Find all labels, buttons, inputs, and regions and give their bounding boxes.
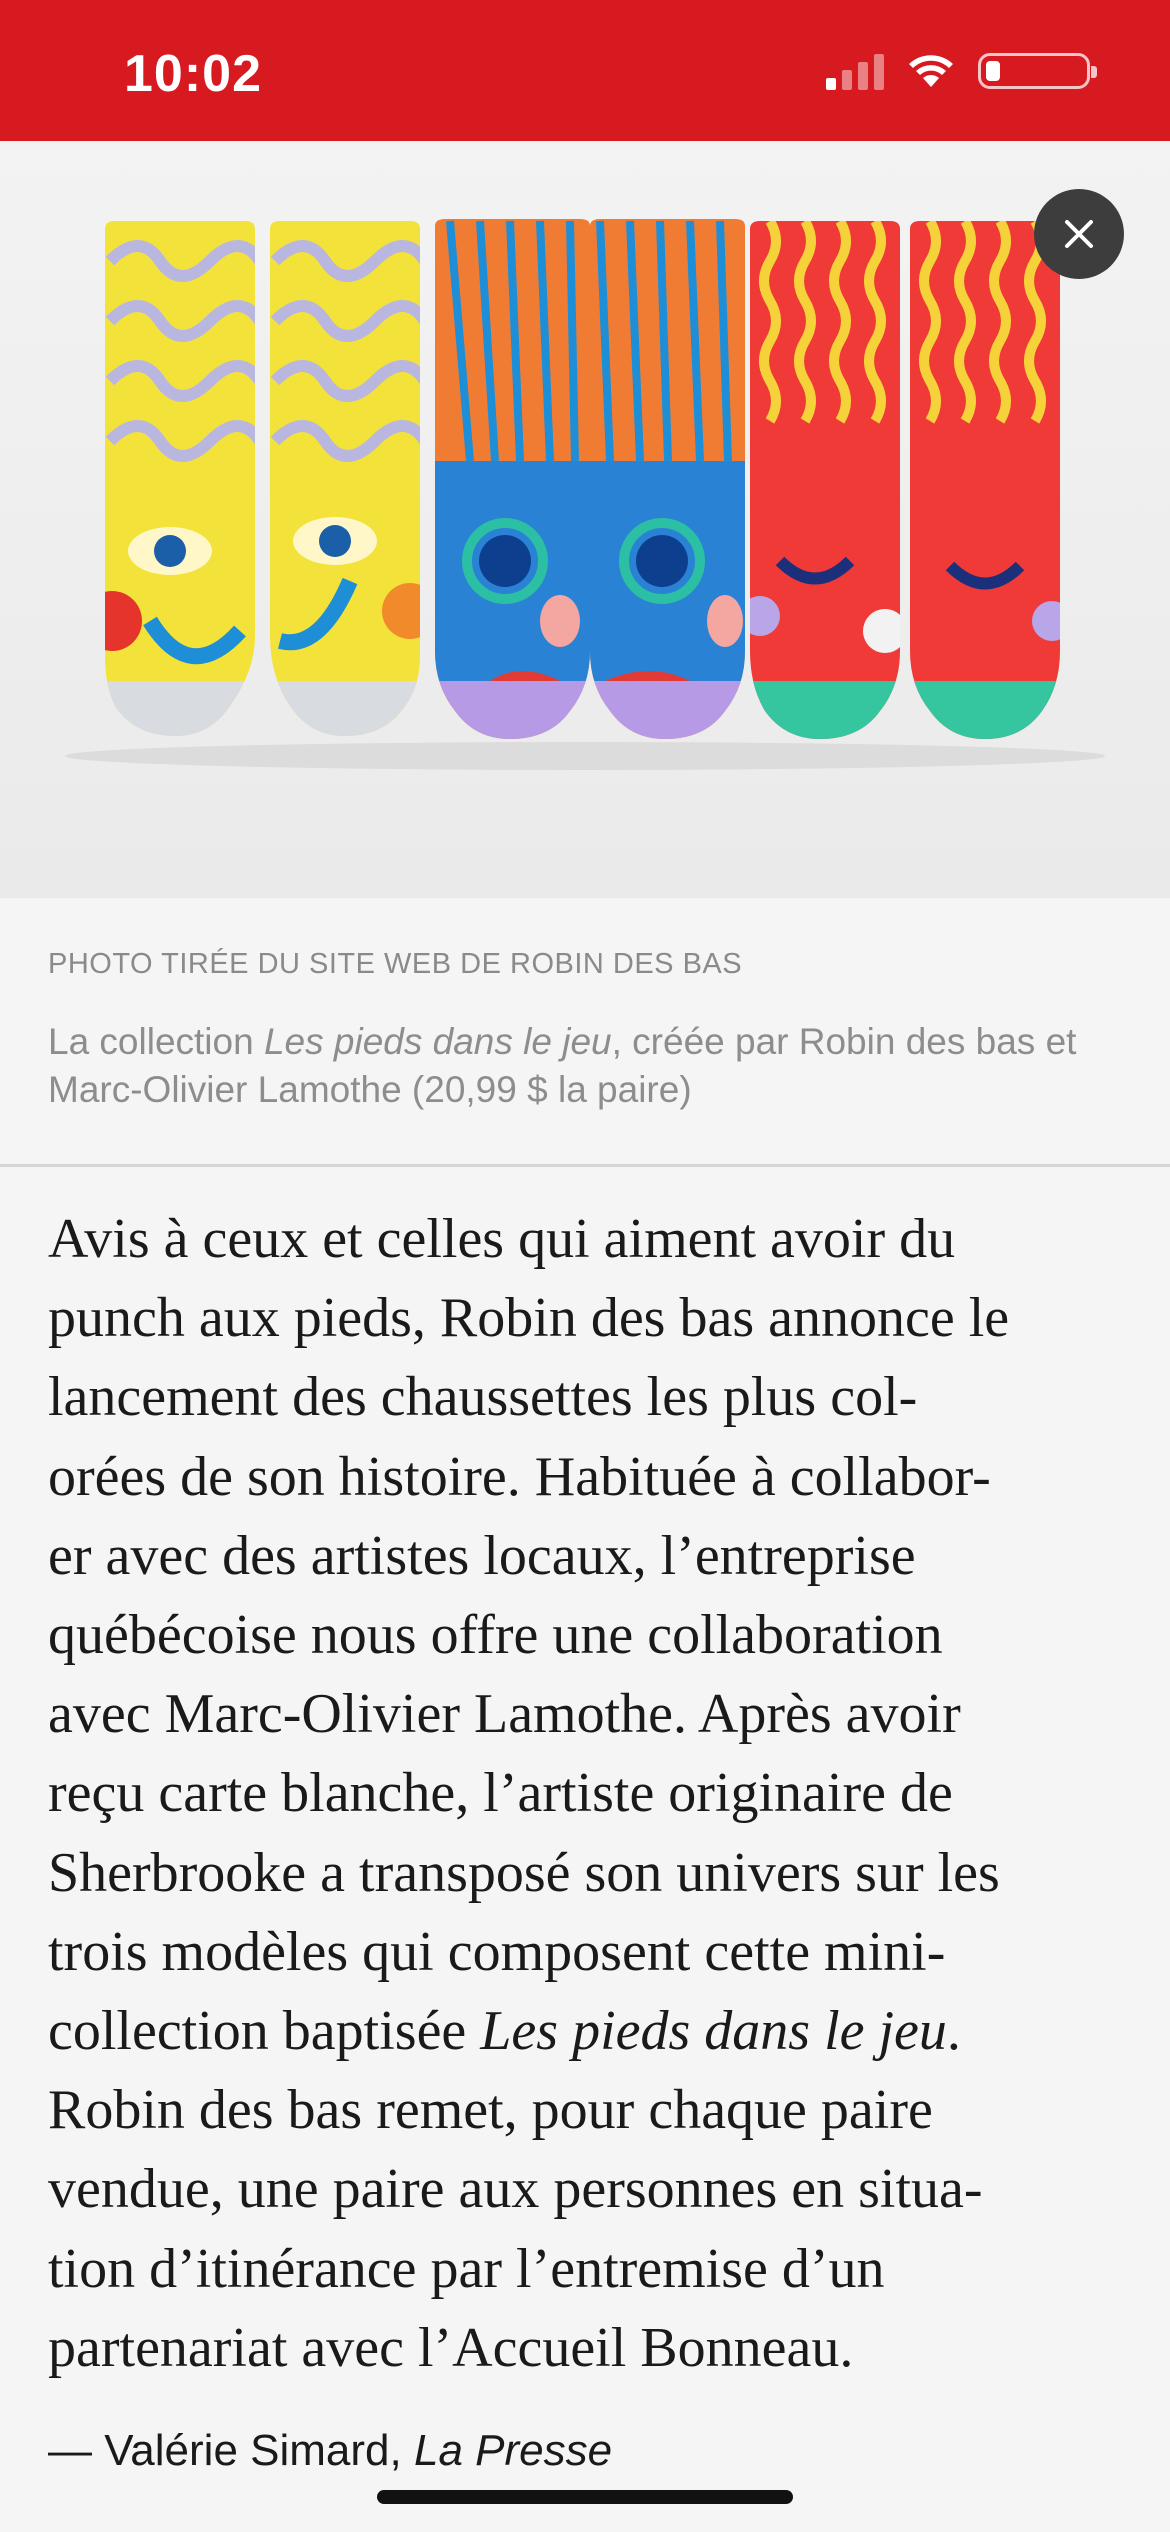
article-collection-title: Les pieds dans le jeu [480,2000,947,2063]
article-line: reçu carte blanche, l’artiste originaire de [48,1762,953,1825]
article-line: avec Marc-Olivier Lamothe. Après avoir [48,1683,961,1746]
photo-caption-area [0,898,1170,1166]
article-text: collection baptisée [48,2000,481,2063]
article-line: orées de son histoire. Habituée à collabor- [48,1445,991,1508]
article-line: Sherbrooke a transposé son univers sur les [48,1841,1000,1904]
status-bar [0,0,1170,141]
home-indicator[interactable] [377,2490,793,2504]
status-time: 10:02 [124,45,262,103]
article-line: er avec des artistes locaux, l’entreprise [48,1524,916,1587]
article-byline [48,2426,612,2476]
caption-text: La collection [48,1021,264,1062]
photo-caption [48,1018,1118,1114]
article-line: trois modèles qui composent cette mini- [48,1920,946,1983]
close-icon [1061,216,1097,252]
article-line: Robin des bas remet, pour chaque paire [48,2079,933,2142]
battery-icon [978,53,1090,89]
divider [0,1164,1170,1167]
article-line: tion d’itinérance par l’entremise d’un [48,2237,885,2300]
caption-text-after: , créée par Robin des bas et [611,1021,1077,1062]
article-body [48,1200,1138,2388]
cellular-signal-icon [826,52,884,90]
wifi-icon [908,53,954,89]
article-photo [0,141,1170,898]
byline-author: — Valérie Simard, [48,2426,414,2475]
close-button[interactable] [1034,189,1124,279]
photo-credit: PHOTO TIRÉE DU SITE WEB DE ROBIN DES BAS [48,948,743,980]
article-line: partenariat avec l’Accueil Bonneau. [48,2316,854,2379]
article-text: . [946,2000,961,2063]
article-line: punch aux pieds, Robin des bas annonce le [48,1287,1010,1350]
article-line: vendue, une paire aux personnes en situa- [48,2158,983,2221]
caption-line-2: Marc-Olivier Lamothe (20,99 $ la paire) [48,1069,692,1110]
socks-photo [0,141,1170,898]
byline-publication: La Presse [413,2426,613,2475]
status-icons [826,52,1090,90]
article-line: lancement des chaussettes les plus col- [48,1366,918,1429]
article-line: québécoise nous offre une collaboration [48,1604,943,1667]
article-line [48,1992,1138,2071]
article-line: Avis à ceux et celles qui aiment avoir du [48,1208,956,1270]
caption-collection-title: Les pieds dans le jeu [263,1021,612,1062]
